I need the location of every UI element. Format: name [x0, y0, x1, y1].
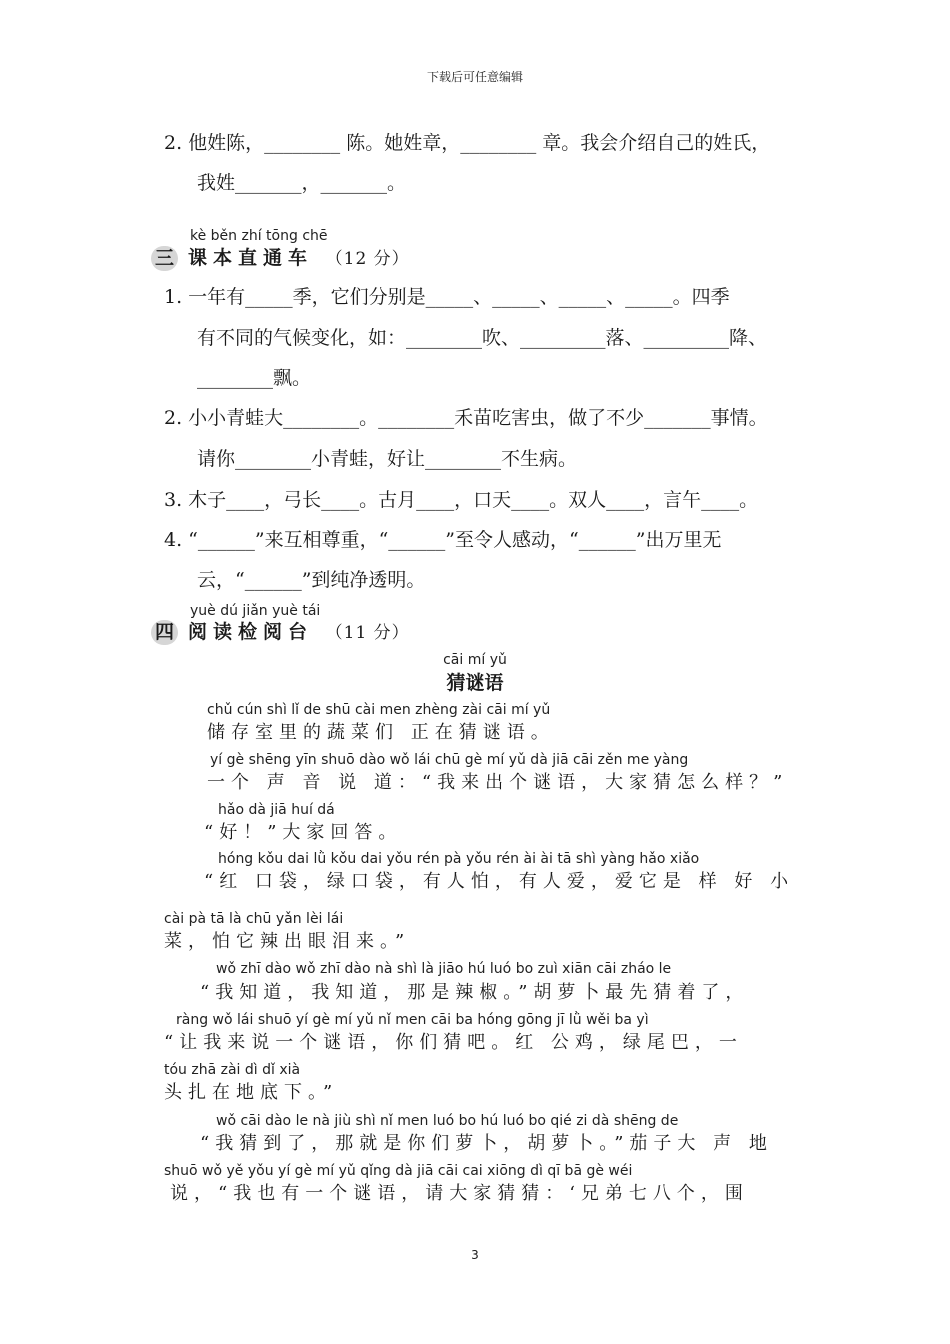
story-line: 一个 声 音 说 道：“我来出个谜语，大家猜怎么样？” [207, 772, 789, 793]
story-title: 猜谜语 [446, 672, 504, 694]
question-text: 2. 他姓陈，________ 陈。她姓章，________ 章。我会介绍自己的姓氏， [164, 132, 771, 154]
question-text: 1. 一年有_____季，它们分别是_____、_____、_____、_____。四季 [164, 286, 730, 308]
story-line: 说，“我也有一个谜语，请大家猜猜：‘兄弟七八个，围 [170, 1183, 749, 1204]
pinyin-line: ràng wǒ lái shuō yí gè mí yǔ nǐ men cāi ba hóng gōng jī lǜ wěi ba yì [176, 1012, 649, 1028]
pinyin-line: shuō wǒ yě yǒu yí gè mí yǔ qǐng dà jiā cāi cai xiōng dì qī bā gè wéi [164, 1163, 633, 1179]
section-pinyin: kè běn zhí tōng chē [190, 228, 328, 244]
question-text: 有不同的气候变化，如：________吹、_________落、_________降、 [197, 327, 768, 349]
story-line: 菜，怕它辣出眼泪来。” [164, 931, 411, 952]
section-score: （11 分） [325, 623, 410, 643]
page-number: 3 [471, 1248, 479, 1262]
page-header: 下载后可任意编辑 [426, 70, 523, 84]
pinyin-line: hóng kǒu dai lǜ kǒu dai yǒu rén pà yǒu rén ài ài tā shì yàng hǎo xiǎo [218, 851, 700, 867]
question-text: 3. 木子____，弓长____。古月____，口天____。双人____，言午____。 [164, 489, 759, 511]
section-title: 阅读检阅台 [188, 621, 314, 643]
section-heading [151, 243, 410, 271]
section-heading [151, 617, 410, 645]
pinyin-line: tóu zhā zài dì dǐ xià [164, 1062, 301, 1078]
story-line: “好！”大家回答。 [204, 822, 403, 843]
section-number-badge: 三 [151, 246, 178, 271]
pinyin-line: chǔ cún shì lǐ de shū cài men zhèng zài cāi mí yǔ [207, 702, 551, 718]
question-text: 请你________小青蛙，好让________不生病。 [197, 448, 578, 470]
story-line: “红 口袋，绿口袋，有人怕，有人爱，爱它是 样 好 小 [204, 871, 795, 892]
section-score: （12 分） [325, 249, 410, 269]
pinyin-line: yí gè shēng yīn shuō dào wǒ lái chū gè mí yǔ dà jiā cāi zěn me yàng [210, 752, 689, 768]
section-title: 课本直通车 [188, 247, 314, 269]
pinyin-line: hǎo dà jiā huí dá [218, 802, 335, 818]
question-text: 2. 小小青蛙大________。________禾苗吃害虫，做了不少_______事情。 [164, 407, 768, 429]
pinyin-line: wǒ cāi dào le nà jiù shì nǐ men luó bo hú luó bo qié zi dà shēng de [216, 1113, 679, 1129]
story-line: “我知道，我知道，那是辣椒。”胡萝卜最先猜着了， [200, 982, 750, 1003]
story-line: “我猜到了，那就是你们萝卜，胡萝卜。”茄子大 声 地 [200, 1133, 773, 1154]
question-text: 我姓_______，_______。 [197, 172, 407, 194]
pinyin-line: wǒ zhī dào wǒ zhī dào nà shì là jiāo hú luó bo zuì xiān cāi zháo le [216, 961, 672, 977]
story-line: 头扎在地底下。” [164, 1082, 339, 1103]
question-text: ________飘。 [197, 367, 312, 389]
story-line: “让我来说一个谜语，你们猜吧。红 公鸡，绿尾巴，一 [164, 1032, 743, 1053]
section-pinyin: yuè dú jiǎn yuè tái [190, 603, 321, 619]
question-text: 4. “______”来互相尊重，“______”至令人感动，“______”出万里无 [164, 529, 722, 551]
section-number-badge: 四 [151, 620, 178, 645]
pinyin-line: cài pà tā là chū yǎn lèi lái [164, 911, 344, 927]
question-text: 云，“______”到纯净透明。 [197, 569, 426, 591]
story-line: 储存室里的蔬菜们 正在猜谜语。 [207, 722, 555, 743]
story-title-pinyin: cāi mí yǔ [443, 652, 507, 668]
